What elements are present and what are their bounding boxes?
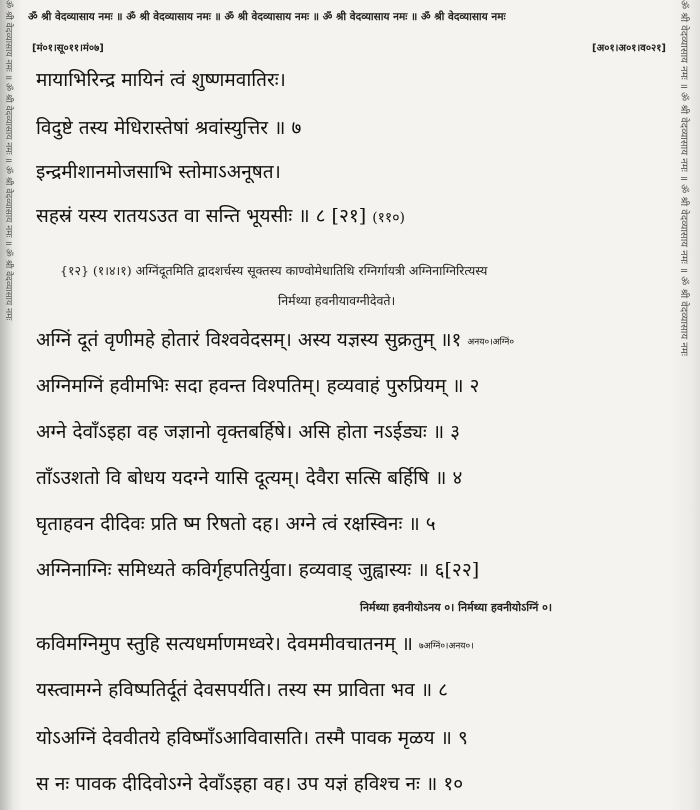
verse-line-3: इन्द्रमीशानमोजसाभि स्तोमाऽअनूषत। [36,161,281,183]
verse-line-1: मायाभिरिन्द्र मायिनं त्वं शुष्णमवातिरः। [36,69,286,91]
sukta-count: (११०) [372,210,405,226]
verse-line-4-text: सहस्रं यस्य रातयऽउत वा सन्ति भूयसीः ॥ ८ [२१] [36,205,367,227]
verse-line-6: अग्निमग्निं हवीमभिः सदा हवन्त विश्पतिम्। हव्यवाहं पुरुप्रियम् ॥ २ [36,375,480,397]
verse-line-9: घृताहवन दीदिवः प्रति ष्म रिषतो दह। अग्ने त्वं रक्षस्विनः ॥ ५ [36,513,436,535]
left-margin-mantra: ॐ श्री वेदव्यासाय नमः ॥ ॐ श्री वेदव्यासाय नमः ॥ ॐ श्री वेदव्यासाय नमः ॥ ॐ श्री वेदव्यासाय नमः [3,0,13,321]
verse-line-8: ताँऽउशतो वि बोधय यदग्ने यासि दूत्यम्। देवैरा सत्सि बर्हिषि ॥ ४ [36,467,463,489]
verse-line-5 [36,326,514,352]
verse-line-2: विदुष्टे तस्य मेधिरास्तेषां श्रवांस्युत्तिर ॥ ७ [36,117,302,139]
verse-line-4 [36,202,405,228]
verse-line-11-note: ७अग्निं०।अनय०। [418,641,474,652]
verse-line-13: योऽअग्निं देववीतये हविष्माँऽआविवासति। तस्मै पावक मृळय ॥ ९ [36,727,468,749]
verse-line-12: यस्त्वामग्ने हविष्पतिर्दूतं देवसपर्यति। तस्य स्म प्राविता भव ॥ ८ [36,679,449,701]
header-mantra: ॐ श्री वेदव्यासाय नमः ॥ ॐ श्री वेदव्यासाय नमः ॥ ॐ श्री वेदव्यासाय नमः ॥ ॐ श्री वेदव्यासाय नमः ॥ ॐ श्री वेदव्यासाय नमः [28,11,506,23]
mandala-sukta-reference: [मं०१।सू०११।मं०७] [32,43,104,54]
right-margin-mantra: ॐ श्री वेदव्यासाय नमः ॥ ॐ श्री वेदव्यासाय नमः ॥ ॐ श्री वेदव्यासाय नमः ॥ ॐ श्री वेदव्यासाय नमः [678,0,689,356]
viniyoga-label: निर्मथ्या हवनीयोऽनय ०। निर्मथ्या हवनीयोऽग्निं ०। [360,601,553,614]
ashtaka-varga-reference: [अ०१।अ०१।व०२१] [592,43,666,54]
sukta-deity-note: निर्मथ्या हवनीयावग्नीदेवते। [278,293,396,308]
verse-line-5-text: अग्निं दूतं वृणीमहे होतारं विश्ववेदसम्। अस्य यज्ञस्य सुक्रतुम् ॥१ [36,329,462,351]
verse-line-5-note: अनय०।अग्निं० [467,337,515,348]
verse-line-14: स नः पावक दीदिवोऽग्ने देवाँऽइहा वह। उप यज्ञं हविश्च नः ॥ १० [36,773,464,795]
verse-line-7: अग्ने देवाँऽइहा वह जज्ञानो वृक्तबर्हिषे। असि होता नऽईड्यः ॥ ३ [36,421,461,443]
verse-line-11-text: कविमग्निमुप स्तुहि सत्यधर्माणमध्वरे। देवममीवचातनम् ॥ [36,633,413,655]
verse-line-10: अग्निनाग्निः समिध्यते कविर्गृहपतिर्युवा। हव्यवाड् जुह्वास्यः ॥ ६[२२] [36,559,480,581]
sukta-introduction: {१२} (१।४।१) अग्निंदूतमिति द्वादशर्चस्य सूक्तस्य काण्वोमेधातिथि रग्निर्गायत्री अग्निनाग्निरित्यस्य [60,263,488,278]
verse-line-11 [36,630,474,656]
